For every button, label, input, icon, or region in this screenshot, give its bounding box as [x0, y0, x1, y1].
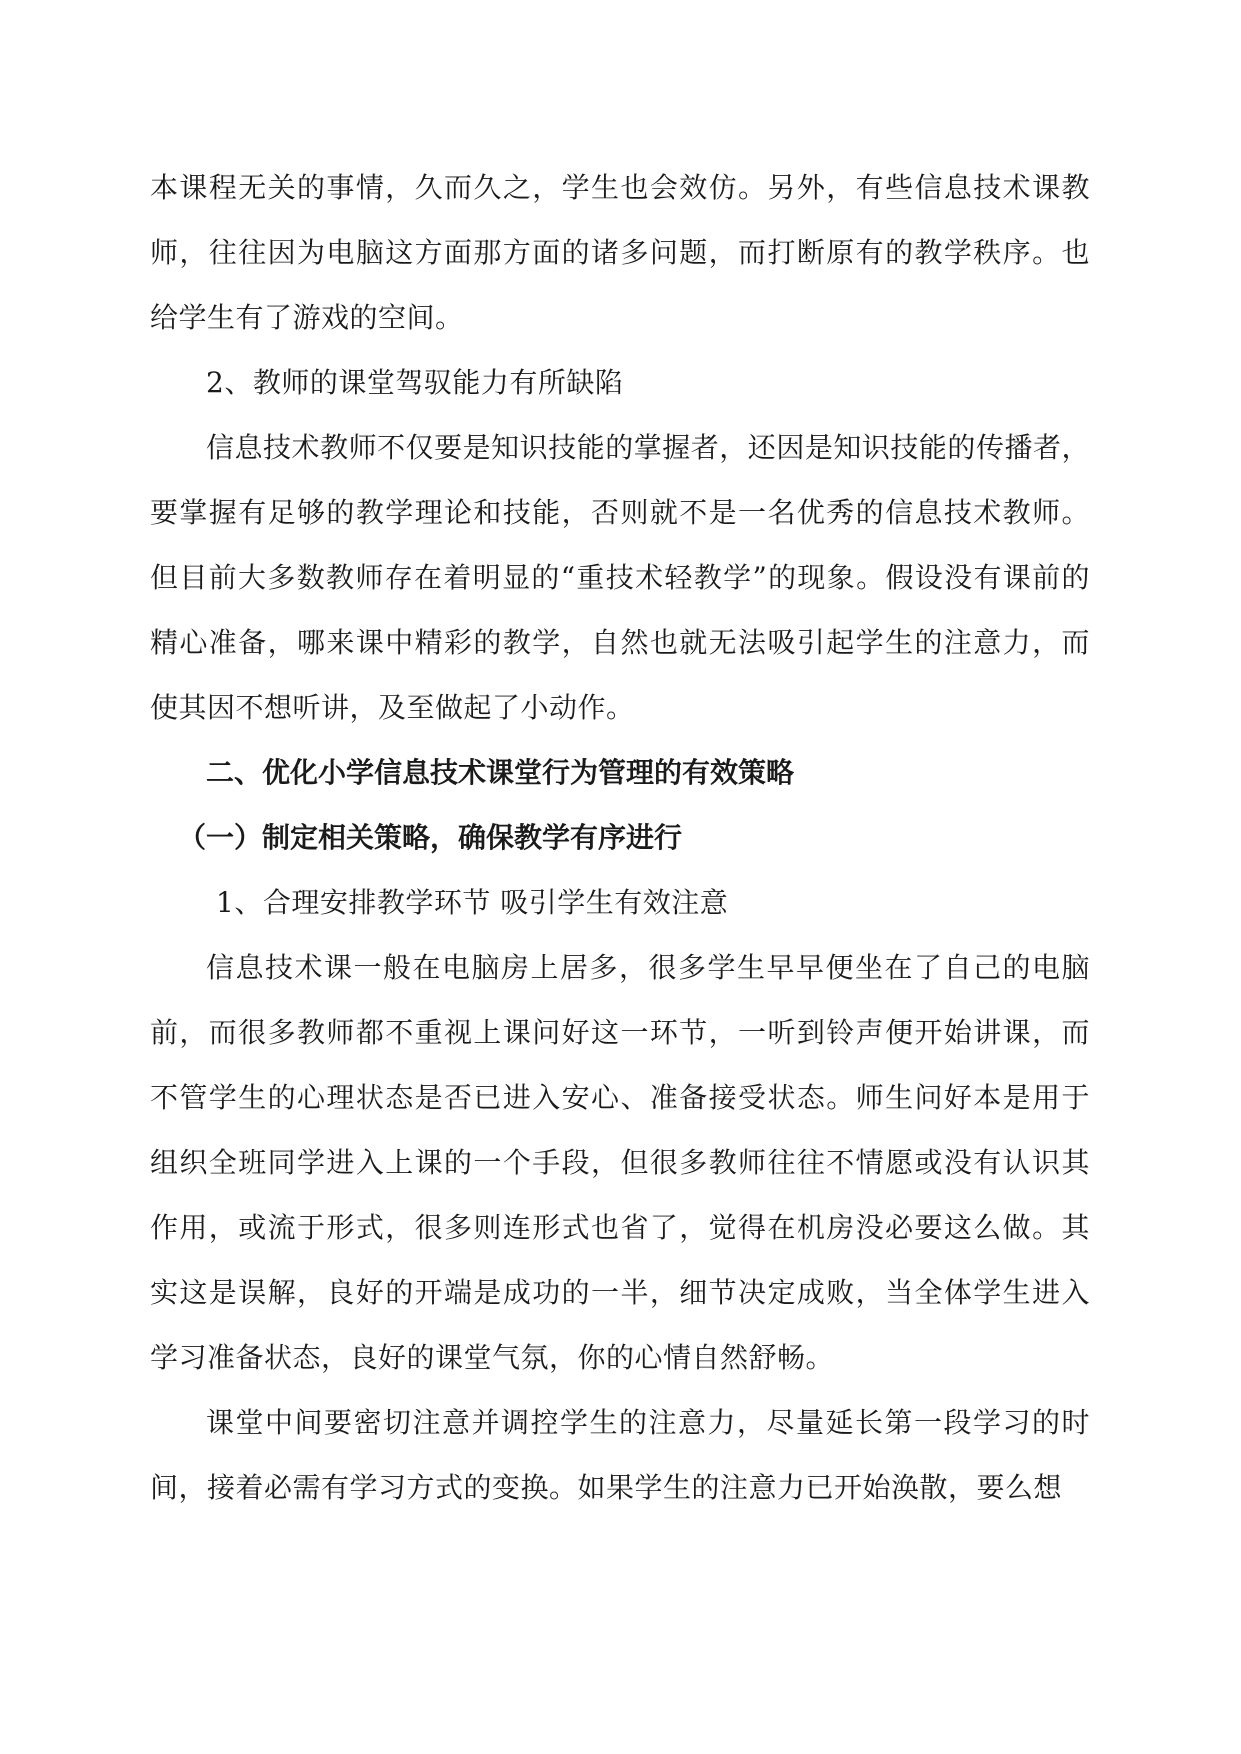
subsection-heading-1: （一）制定相关策略，确保教学有序进行	[178, 821, 683, 854]
paragraph-teacher-ability: 信息技术教师不仅要是知识技能的掌握者，还因是知识技能的传播者，要掌握有足够的教学理论和技能，否则就不是一名优秀的信息技术教师。但目前大多数教师存在着明显的“重技术轻教学”的现象。假设没有课前的精心准备，哪来课中精彩的教学，自然也就无法吸引起学生的注意力，而使其因不想听讲，及至做起了小动作。	[150, 431, 1090, 724]
paragraph-classroom-greeting: 信息技术课一般在电脑房上居多，很多学生早早便坐在了自己的电脑前，而很多教师都不重视上课问好这一环节，一听到铃声便开始讲课，而不管学生的心理状态是否已进入安心、准备接受状态。师生问好本是用于组织全班同学进入上课的一个手段，但很多教师往往不情愿或没有认识其作用，或流于形式，很多则连形式也省了，觉得在机房没必要这么做。其实这是误解，良好的开端是成功的一半，细节决定成败，当全体学生进入学习准备状态，良好的课堂气氛，你的心情自然舒畅。	[150, 951, 1090, 1374]
document-page	[150, 155, 1090, 1520]
paragraph-attention-control: 课堂中间要密切注意并调控学生的注意力，尽量延长第一段学习的时间，接着必需有学习方式的变换。如果学生的注意力已开始涣散，要么想	[150, 1406, 1090, 1504]
paragraph-continuation: 本课程无关的事情，久而久之，学生也会效仿。另外，有些信息技术课教师，往往因为电脑这方面那方面的诸多问题，而打断原有的教学秩序。也给学生有了游戏的空间。	[150, 171, 1090, 334]
item-heading-1: 1、合理安排教学环节 吸引学生有效注意	[216, 886, 729, 919]
subheading-teacher-ability: 2、教师的课堂驾驭能力有所缺陷	[206, 366, 624, 399]
section-heading-strategies: 二、优化小学信息技术课堂行为管理的有效策略	[206, 756, 795, 789]
